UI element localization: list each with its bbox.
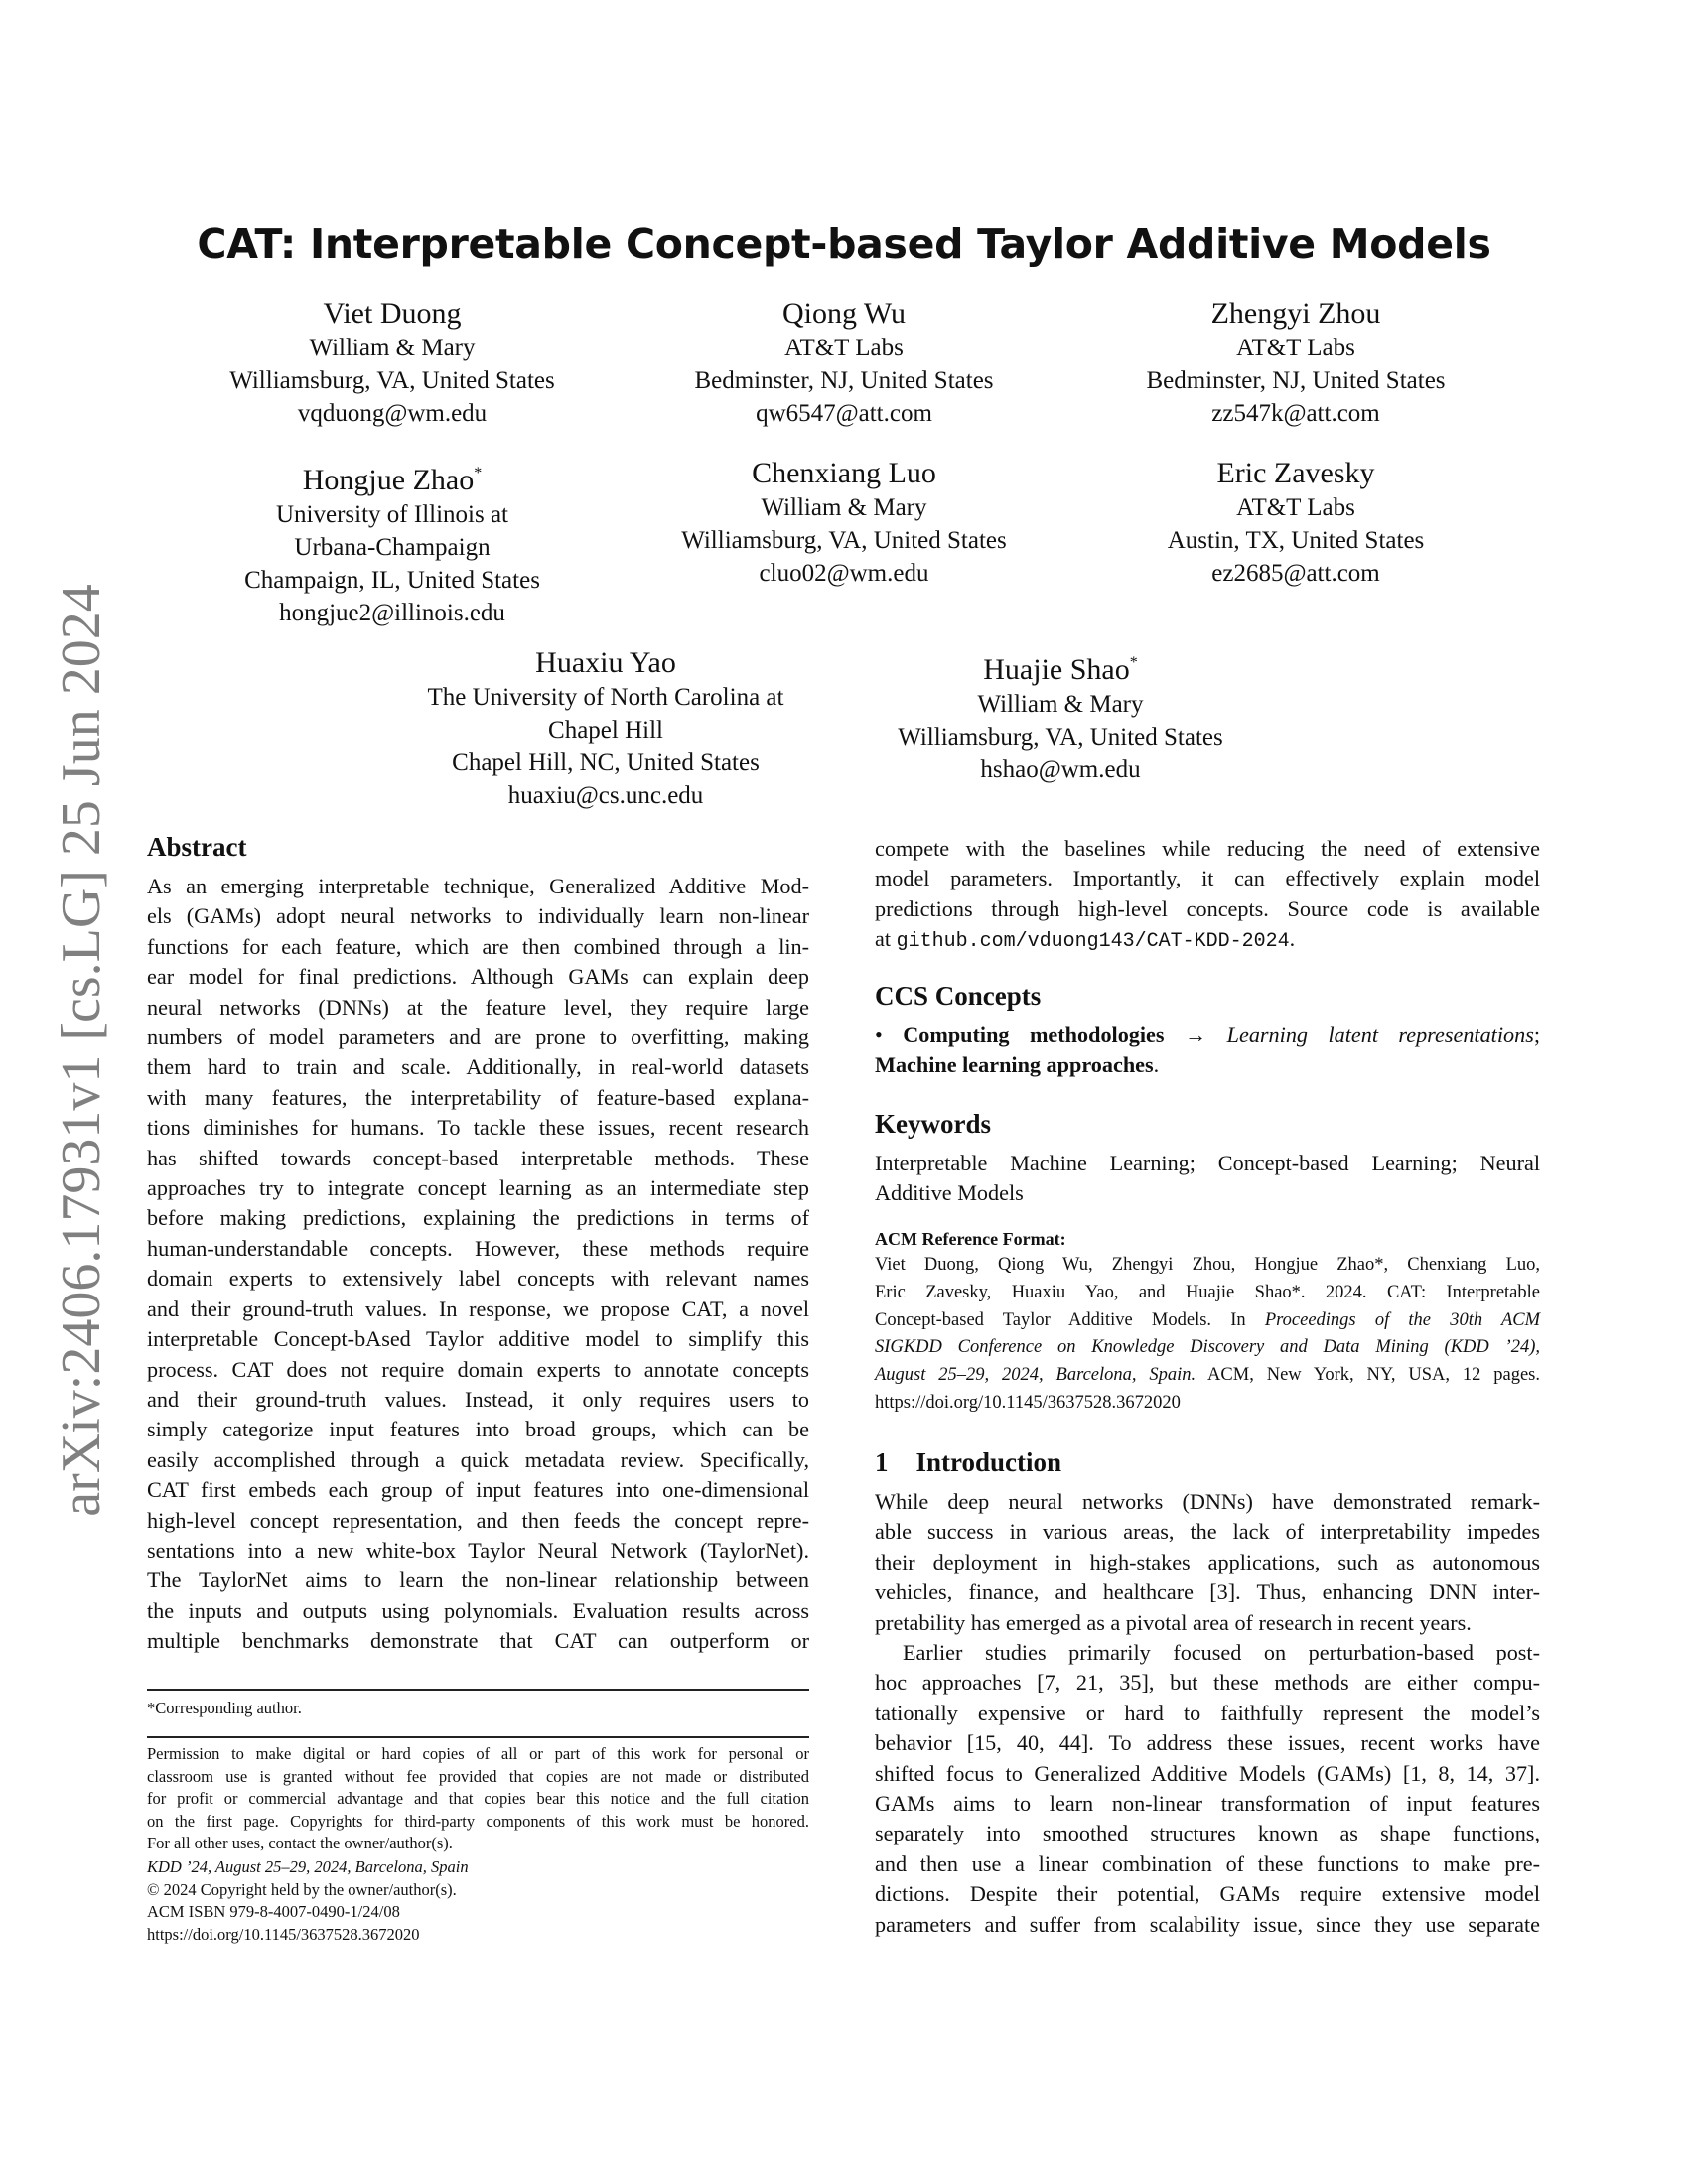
reference-text: ACM, New York, NY, USA, 12 pages. bbox=[1196, 1365, 1540, 1386]
ccs-concepts-heading: CCS Concepts bbox=[875, 981, 1042, 1011]
separator: ; bbox=[1533, 1023, 1540, 1047]
reference-text: Concept-based Taylor Additive Models. In bbox=[875, 1309, 1265, 1330]
abstract-line: functions for each feature, which are then combined through a lin- bbox=[147, 933, 809, 959]
reference-line bbox=[875, 1362, 1540, 1390]
introduction-line: behavior [15, 40, 44]. To address these issues, recent works have bbox=[875, 1730, 1540, 1756]
introduction-line: shifted focus to Generalized Additive Models (GAMs) [1, 8, 14, 37]. bbox=[875, 1760, 1540, 1786]
author-card bbox=[164, 456, 621, 629]
author-email[interactable]: cluo02@wm.edu bbox=[759, 560, 929, 587]
abstract-line: simply categorize input features into broad groups, which can be bbox=[147, 1417, 809, 1442]
author-card bbox=[832, 645, 1289, 786]
corresponding-mark: * bbox=[1129, 654, 1138, 671]
author-location: Bedminster, NJ, United States bbox=[694, 367, 994, 394]
abstract-line: with many features, the interpretability of feature-based explana- bbox=[147, 1084, 809, 1110]
author-location: Williamsburg, VA, United States bbox=[898, 724, 1223, 751]
ccs-concepts-body bbox=[875, 1021, 1540, 1081]
abstract-line: CAT first embeds each group of input features into one-dimensional bbox=[147, 1477, 809, 1503]
author-affiliation: William & Mary bbox=[761, 494, 927, 521]
author-email[interactable]: huaxiu@cs.unc.edu bbox=[507, 782, 704, 809]
author-card bbox=[1067, 296, 1524, 430]
isbn-line: ACM ISBN 979-8-4007-0490-1/24/08 bbox=[147, 1902, 400, 1922]
abstract-line: multiple benchmarks demonstrate that CAT can outperform or bbox=[147, 1628, 809, 1654]
author-email[interactable]: vqduong@wm.edu bbox=[297, 400, 488, 427]
abstract-line: neural networks (DNNs) at the feature level, they require large bbox=[147, 994, 809, 1020]
abstract-line: process. CAT does not require domain experts to annotate concepts bbox=[147, 1356, 809, 1382]
introduction-line: parameters and suffer from scalability issue, since they use separate bbox=[875, 1911, 1540, 1937]
keywords-body bbox=[875, 1149, 1540, 1209]
code-suffix: . bbox=[1289, 926, 1296, 952]
reference-line bbox=[875, 1307, 1540, 1335]
permission-line: Permission to make digital or hard copies of all or part of this work for personal or bbox=[147, 1744, 809, 1763]
arrow-right-icon: → bbox=[1185, 1023, 1207, 1047]
reference-doi-link[interactable]: https://doi.org/10.1145/3637528.3672020 bbox=[875, 1392, 1181, 1413]
author-name: Viet Duong bbox=[323, 297, 462, 330]
abstract-line: and their ground-truth values. Instead, it only requires users to bbox=[147, 1386, 809, 1412]
author-name: Zhengyi Zhou bbox=[1210, 297, 1381, 330]
author-name: Huaxiu Yao bbox=[535, 646, 676, 679]
introduction-line: tationally expensive or hard to faithfully represent the model’s bbox=[875, 1700, 1540, 1725]
ccs-line bbox=[875, 1050, 1540, 1080]
author-location: Williamsburg, VA, United States bbox=[681, 527, 1007, 554]
author-name: Eric Zavesky bbox=[1216, 457, 1375, 489]
abstract-line: interpretable Concept-bAsed Taylor additive model to simplify this bbox=[147, 1326, 809, 1352]
abstract-line: numbers of model parameters and are prone to overfitting, making bbox=[147, 1024, 809, 1050]
section-number: 1 bbox=[875, 1447, 889, 1477]
venue-line: KDD ’24, August 25–29, 2024, Barcelona, Spain bbox=[147, 1857, 469, 1876]
introduction-line: GAMs aims to learn non-linear transformation of input features bbox=[875, 1791, 1540, 1817]
period: . bbox=[1153, 1052, 1160, 1078]
author-name: Qiong Wu bbox=[781, 297, 907, 330]
author-name bbox=[832, 645, 1289, 688]
abstract-line: sentations into a new white-box Taylor Neural Network (TaylorNet). bbox=[147, 1537, 809, 1563]
keywords-line: Additive Models bbox=[875, 1180, 1024, 1206]
acm-reference-heading: ACM Reference Format: bbox=[875, 1229, 1066, 1249]
acm-reference-body bbox=[875, 1252, 1540, 1418]
introduction-body bbox=[875, 1487, 1540, 1940]
author-email[interactable]: hshao@wm.edu bbox=[980, 756, 1141, 783]
author-location: Austin, TX, United States bbox=[1167, 527, 1425, 554]
author-location: Bedminster, NJ, United States bbox=[1146, 367, 1446, 394]
abstract-line: human-understandable concepts. However, these methods require bbox=[147, 1235, 809, 1261]
abstract-heading: Abstract bbox=[147, 832, 247, 862]
abstract-body bbox=[147, 872, 809, 1657]
section-title: Introduction bbox=[915, 1447, 1062, 1477]
author-email[interactable]: zz547k@att.com bbox=[1211, 400, 1380, 427]
abstract-line: model parameters. Importantly, it can effectively explain model bbox=[875, 866, 1540, 891]
abstract-line: and their ground-truth values. In response, we propose CAT, a novel bbox=[147, 1296, 809, 1321]
author-affiliation: AT&T Labs bbox=[1236, 335, 1355, 361]
abstract-body-continued bbox=[875, 834, 1540, 958]
introduction-line: pretability has emerged as a pivotal area of research in recent years. bbox=[875, 1609, 1472, 1635]
reference-line: Eric Zavesky, Huaxiu Yao, and Huajie Shao*. 2024. CAT: Interpretable bbox=[875, 1282, 1540, 1302]
author-email[interactable]: qw6547@att.com bbox=[756, 400, 932, 427]
publication-info bbox=[147, 1856, 809, 1946]
author-location: Chapel Hill, NC, United States bbox=[452, 750, 760, 776]
author-email[interactable]: hongjue2@illinois.edu bbox=[279, 600, 505, 626]
copyright-line: © 2024 Copyright held by the owner/author(s). bbox=[147, 1879, 457, 1899]
corresponding-author-note: *Corresponding author. bbox=[147, 1699, 302, 1717]
permission-line: on the first page. Copyrights for third-party components of this work must be honored. bbox=[147, 1811, 809, 1831]
abstract-line: them hard to train and scale. Additionally, in real-world datasets bbox=[147, 1054, 809, 1080]
author-card bbox=[1067, 456, 1524, 590]
keywords-heading: Keywords bbox=[875, 1109, 991, 1139]
author-card bbox=[164, 296, 621, 430]
abstract-line: before making predictions, explaining the predictions in terms of bbox=[147, 1205, 809, 1231]
keywords-line: Interpretable Machine Learning; Concept-based Learning; Neural bbox=[875, 1151, 1540, 1175]
bullet-icon: • bbox=[875, 1023, 883, 1047]
abstract-line: tions diminishes for humans. To tackle these issues, recent research bbox=[147, 1115, 809, 1141]
code-prefix: at bbox=[875, 926, 897, 952]
author-affiliation: University of Illinois at bbox=[276, 501, 508, 528]
reference-venue: Proceedings of the 30th ACM bbox=[1264, 1309, 1540, 1330]
author-card bbox=[377, 645, 834, 812]
permission-line: classroom use is granted without fee provided that copies are not made or distributed bbox=[147, 1766, 809, 1786]
author-affiliation: Urbana-Champaign bbox=[294, 534, 491, 561]
footnote-divider bbox=[147, 1689, 809, 1691]
author-location: Champaign, IL, United States bbox=[244, 567, 540, 594]
author-affiliation: Chapel Hill bbox=[548, 717, 663, 744]
abstract-line: the inputs and outputs using polynomials. Evaluation results across bbox=[147, 1597, 809, 1623]
author-email[interactable]: ez2685@att.com bbox=[1211, 560, 1380, 587]
paper-title: CAT: Interpretable Concept-based Taylor Additive Models bbox=[197, 220, 1491, 268]
author-location: Williamsburg, VA, United States bbox=[229, 367, 555, 394]
ccs-line bbox=[875, 1021, 1540, 1050]
author-affiliation: AT&T Labs bbox=[784, 335, 904, 361]
introduction-line: separately into smoothed structures known as shape functions, bbox=[875, 1821, 1540, 1846]
abstract-line: ear model for final predictions. Although GAMs can explain deep bbox=[147, 964, 809, 990]
introduction-line: their deployment in high-stakes applications, such as autonomous bbox=[875, 1549, 1540, 1574]
introduction-line: vehicles, finance, and healthcare [3]. Thus, enhancing DNN inter- bbox=[875, 1579, 1540, 1605]
corresponding-mark: * bbox=[474, 465, 483, 481]
permission-divider bbox=[147, 1736, 809, 1738]
introduction-line: and then use a linear combination of these functions to make pre- bbox=[875, 1850, 1540, 1876]
author-card bbox=[616, 456, 1072, 590]
ccs-category: Computing methodologies bbox=[903, 1023, 1165, 1047]
author-card bbox=[616, 296, 1072, 430]
abstract-line: compete with the baselines while reducing the need of extensive bbox=[875, 836, 1540, 861]
reference-line: Viet Duong, Qiong Wu, Zhengyi Zhou, Hongjue Zhao*, Chenxiang Luo, bbox=[875, 1255, 1540, 1275]
abstract-line: high-level concept representation, and then feeds the concept repre- bbox=[147, 1507, 809, 1533]
footnote-doi-link[interactable]: https://doi.org/10.1145/3637528.3672020 bbox=[147, 1924, 420, 1944]
abstract-line: As an emerging interpretable technique, Generalized Additive Mod- bbox=[147, 874, 809, 898]
introduction-line: dictions. Despite their potential, GAMs require extensive model bbox=[875, 1881, 1540, 1907]
reference-venue: August 25–29, 2024, Barcelona, Spain. bbox=[875, 1365, 1196, 1386]
abstract-line bbox=[875, 924, 1540, 957]
abstract-line: els (GAMs) adopt neural networks to individually learn non-linear bbox=[147, 903, 809, 929]
author-name: Chenxiang Luo bbox=[752, 457, 936, 489]
author-name-text: Huajie Shao bbox=[983, 653, 1130, 686]
introduction-line: hoc approaches [7, 21, 35], but these methods are either compu- bbox=[875, 1670, 1540, 1696]
abstract-line: predictions through high-level concepts. Source code is available bbox=[875, 895, 1540, 921]
source-code-link[interactable]: github.com/vduong143/CAT-KDD-2024 bbox=[896, 930, 1290, 954]
ccs-item: Learning latent representations bbox=[1226, 1023, 1534, 1047]
abstract-line: approaches try to integrate concept learning as an intermediate step bbox=[147, 1175, 809, 1201]
introduction-line: Earlier studies primarily focused on perturbation-based post- bbox=[903, 1640, 1540, 1666]
author-affiliation: AT&T Labs bbox=[1236, 494, 1355, 521]
ccs-item: Machine learning approaches bbox=[875, 1052, 1154, 1078]
author-affiliation: William & Mary bbox=[309, 335, 476, 361]
permission-line: For all other uses, contact the owner/author(s). bbox=[147, 1834, 453, 1853]
author-affiliation: William & Mary bbox=[977, 691, 1144, 718]
permission-line: for profit or commercial advantage and that copies bear this notice and the full citation bbox=[147, 1789, 809, 1809]
introduction-line: able success in various areas, the lack of interpretability impedes bbox=[875, 1519, 1540, 1545]
introduction-heading bbox=[875, 1447, 1061, 1478]
abstract-line: domain experts to extensively label concepts with relevant names bbox=[147, 1266, 809, 1292]
author-name bbox=[164, 456, 621, 498]
permission-notice bbox=[147, 1743, 809, 1855]
introduction-line: While deep neural networks (DNNs) have demonstrated remark- bbox=[875, 1489, 1540, 1514]
abstract-line: easily accomplished through a quick metadata review. Specifically, bbox=[147, 1446, 809, 1472]
abstract-line: has shifted towards concept-based interpretable methods. These bbox=[147, 1145, 809, 1170]
reference-line: SIGKDD Conference on Knowledge Discovery and Data Mining (KDD ’24), bbox=[875, 1337, 1540, 1358]
author-name-text: Hongjue Zhao bbox=[302, 464, 475, 496]
author-affiliation: The University of North Carolina at bbox=[427, 684, 784, 711]
arxiv-identifier-stamp[interactable]: arXiv:2406.17931v1 [cs.LG] 25 Jun 2024 bbox=[51, 584, 112, 1517]
abstract-line: The TaylorNet aims to learn the non-linear relationship between bbox=[147, 1568, 809, 1593]
